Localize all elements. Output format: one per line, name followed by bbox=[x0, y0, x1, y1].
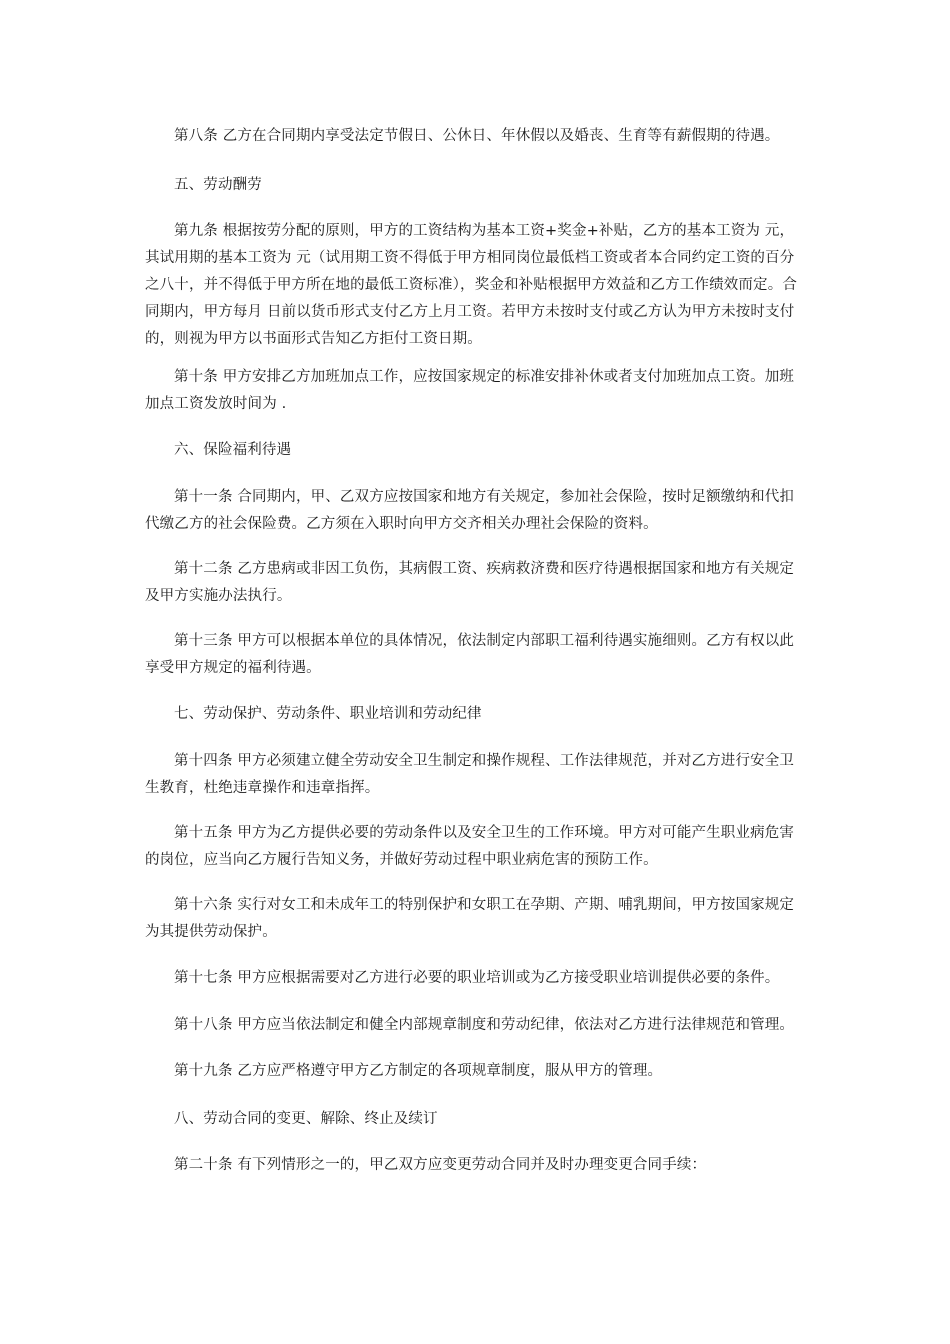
article-11: 第十一条 合同期内，甲、乙双方应按国家和地方有关规定，参加社会保险，按时足额缴纳和代扣代缴乙方的社会保险费。乙方须在入职时向甲方交齐相关办理社会保险的资料。 bbox=[145, 489, 795, 532]
section-7-heading: 七、劳动保护、劳动条件、职业培训和劳动纪律 bbox=[174, 706, 482, 722]
article-18: 第十八条 甲方应当依法制定和健全内部规章制度和劳动纪律，依法对乙方进行法律规范和管理。 bbox=[174, 1017, 795, 1033]
section-6-heading: 六、保险福利待遇 bbox=[174, 442, 292, 458]
section-8-heading: 八、劳动合同的变更、解除、终止及续订 bbox=[174, 1111, 438, 1127]
article-8: 第八条 乙方在合同期内享受法定节假日、公休日、年休假以及婚丧、生育等有薪假期的待遇。 bbox=[174, 128, 780, 144]
article-16: 第十六条 实行对女工和未成年工的特别保护和女职工在孕期、产期、哺乳期间，甲方按国家规定为其提供劳动保护。 bbox=[145, 897, 795, 940]
article-14: 第十四条 甲方必须建立健全劳动安全卫生制定和操作规程、工作法律规范，并对乙方进行安全卫生教育，杜绝违章操作和违章指挥。 bbox=[145, 753, 795, 796]
article-19: 第十九条 乙方应严格遵守甲方乙方制定的各项规章制度，服从甲方的管理。 bbox=[174, 1063, 663, 1079]
article-9: 第九条 根据按劳分配的原则，甲方的工资结构为基本工资+奖金+补贴，乙方的基本工资为 元，其试用期的基本工资为 元（试用期工资不得低于甲方相同岗位最低档工资或者本合同约定工资的百分之八十，并不得低于甲方所在地的最低工资标准），奖金和补贴根据甲方效益和乙方工作绩效而定。合同期内，甲方每月 日前以货币形式支付乙方上月工资。若甲方未按时支付或乙方认为甲方未按时支付的，则视为甲方以书面形式告知乙方拒付工资日期。 bbox=[145, 223, 797, 347]
article-15: 第十五条 甲方为乙方提供必要的劳动条件以及安全卫生的工作环境。甲方对可能产生职业病危害的岗位，应当向乙方履行告知义务，并做好劳动过程中职业病危害的预防工作。 bbox=[145, 825, 795, 868]
article-12: 第十二条 乙方患病或非因工负伤，其病假工资、疾病救济费和医疗待遇根据国家和地方有关规定及甲方实施办法执行。 bbox=[145, 561, 795, 604]
article-13: 第十三条 甲方可以根据本单位的具体情况，依法制定内部职工福利待遇实施细则。乙方有权以此享受甲方规定的福利待遇。 bbox=[145, 633, 795, 676]
section-5-heading: 五、劳动酬劳 bbox=[174, 177, 262, 193]
article-20: 第二十条 有下列情形之一的，甲乙双方应变更劳动合同并及时办理变更合同手续： bbox=[174, 1157, 707, 1173]
article-17: 第十七条 甲方应根据需要对乙方进行必要的职业培训或为乙方接受职业培训提供必要的条件。 bbox=[174, 970, 780, 986]
article-10: 第十条 甲方安排乙方加班加点工作，应按国家规定的标准安排补休或者支付加班加点工资。加班加点工资发放时间为 . bbox=[145, 369, 795, 412]
